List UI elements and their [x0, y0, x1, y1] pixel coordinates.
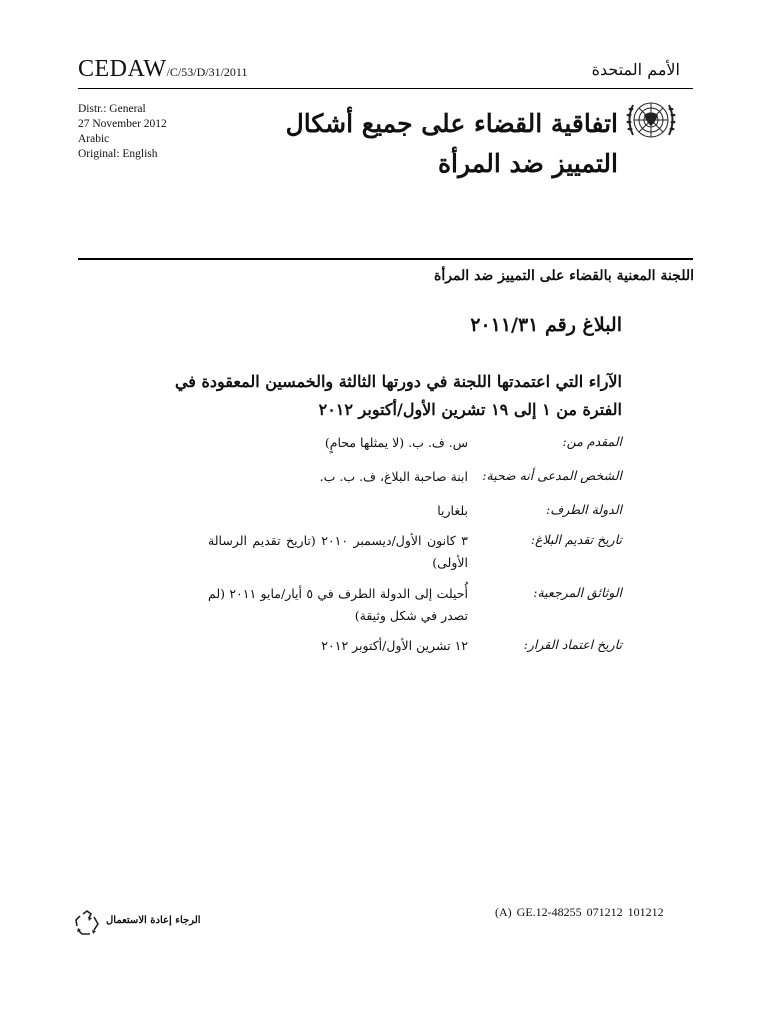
- recycle-icon: [72, 908, 102, 938]
- views-title: الآراء التي اعتمدتها اللجنة في دورتها الثالثة والخمسين المعقودة في الفترة من ١ إلى ١٩ تشرين الأول/أكتوبر ٢٠١٢: [174, 372, 622, 419]
- language-line: Arabic: [78, 133, 110, 145]
- convention-title: [258, 104, 618, 184]
- recycle-text: الرجاء إعادة الاستعمال: [106, 915, 201, 926]
- state-party-value: بلغاريا: [437, 503, 468, 518]
- submitted-by-value: س. ف. ب. (لا يمثلها محامٍ): [324, 435, 468, 450]
- un-emblem-icon: [624, 93, 678, 147]
- date-of-communication-label: تاريخ تقديم البلاغ:: [530, 532, 622, 547]
- title-line-1: اتفاقية القضاء على جميع أشكال: [285, 109, 618, 138]
- distribution-block: [78, 102, 167, 162]
- alleged-victim-value: ابنة صاحبة البلاغ، ف. ب. ب.: [319, 469, 468, 484]
- document-job-number: (A) GE.12-48255 071212 101212: [495, 905, 664, 919]
- document-symbol-prefix: CEDAW: [78, 56, 167, 82]
- document-references-label: الوثائق المرجعية:: [533, 585, 622, 600]
- committee-name: اللجنة المعنية بالقضاء على التمييز ضد المرأة: [434, 268, 694, 284]
- date-of-adoption-value: ١٢ تشرين الأول/أكتوبر ٢٠١٢: [321, 638, 468, 653]
- distribution-line: Distr.: General: [78, 103, 146, 115]
- document-symbol: [78, 56, 247, 83]
- date-of-adoption-label: تاريخ اعتماد القرار:: [523, 637, 622, 652]
- communication-number: البلاغ رقم ٢٠١١/٣١: [470, 314, 622, 336]
- document-symbol-number: /C/53/D/31/2011: [166, 65, 248, 79]
- state-party-label: الدولة الطرف:: [546, 502, 622, 517]
- date-of-communication-value: ٣ كانون الأول/ديسمبر ٢٠١٠ (تاريخ تقديم الرسالة الأولى): [208, 533, 468, 570]
- un-name-arabic: الأمم المتحدة: [591, 60, 680, 79]
- title-line-2: التمييز ضد المرأة: [437, 149, 618, 178]
- alleged-victim-label: الشخص المدعى أنه ضحية:: [482, 468, 622, 483]
- date-line: 27 November 2012: [78, 118, 167, 130]
- document-references-value: أُحيلت إلى الدولة الطرف في ٥ أيار/مايو ٢٠١١ (لم تصدر في شكل وثيقة): [208, 586, 468, 623]
- header-divider: [78, 88, 693, 89]
- title-divider: [78, 258, 693, 260]
- submitted-by-label: المقدم من:: [562, 434, 622, 449]
- original-language-line: Original: English: [78, 148, 158, 160]
